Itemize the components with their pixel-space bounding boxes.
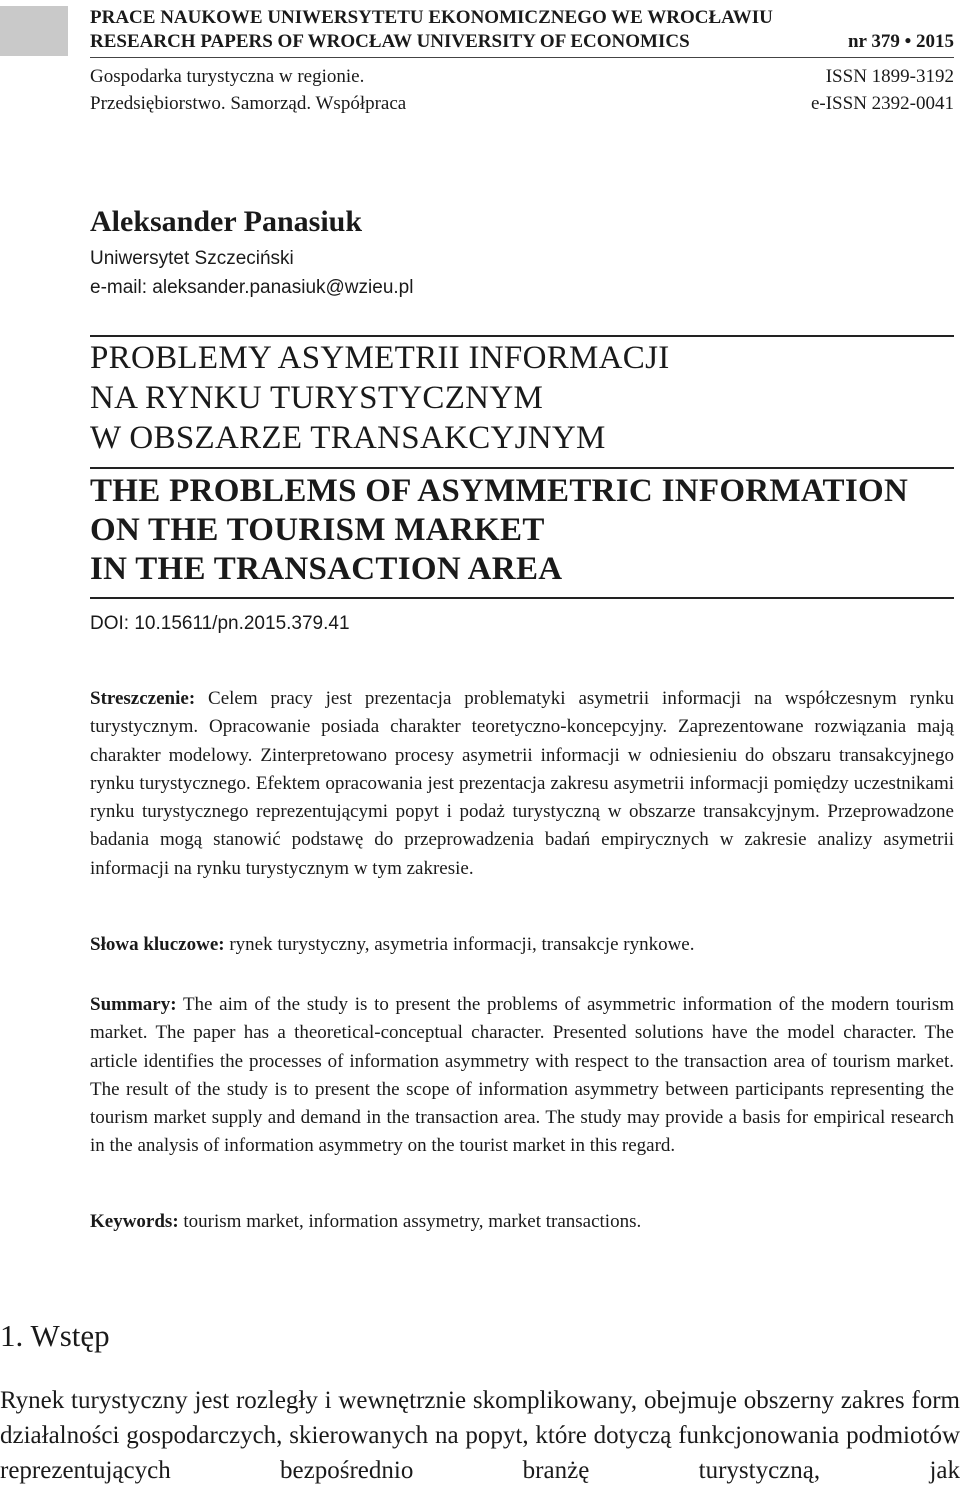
series-info	[90, 63, 954, 117]
abstract-english	[90, 991, 954, 1161]
header-divider	[90, 57, 954, 58]
title-english: THE PROBLEMS OF ASYMMETRIC INFORMATION ON THE TOURISM MARKET IN THE TRANSACTION AREA	[90, 473, 909, 587]
issn-block	[811, 63, 954, 117]
title-polish: PROBLEMY ASYMETRII INFORMACJI NA RYNKU TURYSTYCZNYM W OBSZARZE TRANSAKCYJNYM	[90, 340, 670, 456]
author-name: Aleksander Panasiuk	[90, 205, 363, 238]
section-heading: 1. Wstęp	[0, 1318, 110, 1353]
issue-number: nr 379 • 2015	[847, 31, 954, 52]
issn: ISSN 1899-3192	[825, 66, 954, 87]
abstract-english-label: Summary:	[90, 994, 177, 1015]
title-middle-rule	[90, 467, 954, 469]
doi: DOI: 10.15611/pn.2015.379.41	[90, 613, 350, 634]
author-affiliation: Uniwersytet Szczeciński	[90, 248, 294, 269]
abstract-polish-text: Celem pracy jest prezentacja problematyki asymetrii informacji na współczesnym rynku turystycznym. Opracowanie posiada charakter teoretyczno-koncepcyjny. Zaprezentowane rozwiązania mają charakter modelowy. Zinterpretowano procesy asymetrii informacji w odniesieniu do obszaru transakcyjnego rynku turystycznego. Efektem opracowania jest prezentacja zakresu asymetrii informacji pomiędzy uczestnikami rynku turystycznego reprezentującymi popyt i podaż turystyczną w obszarze transakcyjnym. Przeprowadzone badania mogą stanowić podstawę do przeprowadzenia badań empirycznych w zakresie analizy asymetrii informacji na rynku turystycznym w tym zakresie.	[90, 688, 954, 879]
abstract-english-text: The aim of the study is to present the problems of asymmetric information of the modern tourism market. The paper has a theoretical-conceptual character. Presented solutions have the model character. The article identifies the processes of information asymmetry with respect to the transaction area of tourism market. The result of the study is to present the scope of information asymmetry between participants representing the tourism market supply and demand in the transaction area. The study may provide a basis for empirical research in the analysis of information asymmetry on the tourist market in this regard.	[90, 994, 954, 1157]
journal-name-en: RESEARCH PAPERS OF WROCŁAW UNIVERSITY OF ECONOMICS	[90, 31, 690, 52]
keywords-polish-label: Słowa kluczowe:	[90, 934, 225, 955]
keywords-english-label: Keywords:	[90, 1211, 179, 1232]
keywords-english-text: tourism market, information assymetry, market transactions.	[183, 1211, 642, 1232]
title-top-rule	[90, 335, 954, 337]
title-bottom-rule	[90, 597, 954, 599]
journal-header	[90, 6, 954, 54]
abstract-polish-label: Streszczenie:	[90, 688, 196, 709]
abstract-polish	[90, 685, 954, 883]
author-email: e-mail: aleksander.panasiuk@wzieu.pl	[90, 277, 414, 298]
header-gray-block	[0, 6, 68, 56]
journal-name-pl: PRACE NAUKOWE UNIWERSYTETU EKONOMICZNEGO WE WROCŁAWIU	[90, 7, 773, 28]
keywords-english	[90, 1208, 954, 1236]
keywords-polish-text: rynek turystyczny, asymetria informacji, transakcje rynkowe.	[229, 934, 695, 955]
keywords-polish	[90, 931, 954, 959]
section-body-text: Rynek turystyczny jest rozległy i wewnętrznie skomplikowany, obejmuje obszerny zakres form działalności gospodarczych, skierowanych na popyt, które dotyczą funkcjonowania podmiotów reprezentujących bezpośrednio branżę turystyczną, jak	[0, 1387, 960, 1484]
series-title: Gospodarka turystyczna w regionie. Przedsiębiorstwo. Samorząd. Współpraca	[90, 66, 407, 114]
author-block	[90, 200, 413, 302]
eissn: e-ISSN 2392-0041	[810, 93, 954, 114]
